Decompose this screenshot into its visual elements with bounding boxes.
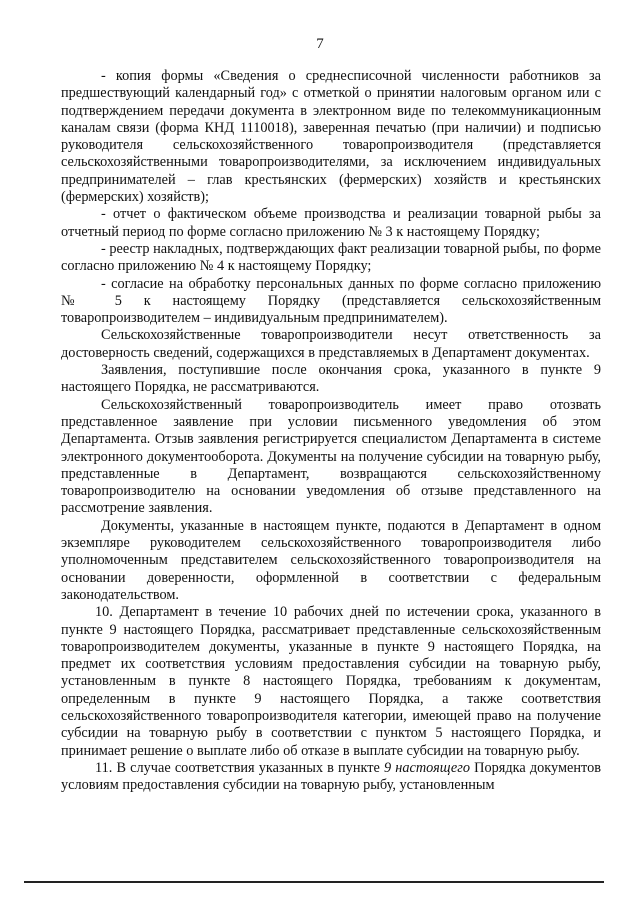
document-body [61, 68, 601, 794]
paragraph-late-applications: Заявления, поступившие после окончания срока, указанного в пункте 9 настоящего Порядка, не рассматриваются. [61, 362, 601, 396]
clause-11-text-end: Порядка документов условиям предоставления субсидии на товарную рыбу, установленным [61, 759, 601, 794]
paragraph-application-withdrawal: Сельскохозяйственный товаропроизводитель имеет право отозвать представленное заявление при условии письменного уведомления об этом Департамента. Отзыв заявления регистрируется специалистом Департамента в системе электронного документооборота. Документы на получение субсидии на товарную рыбу, представленные в Департамент, возвращаются сельскохозяйственному товаропроизводителю на основании уведомления об отзыве представленного на рассмотрение заявления. [61, 396, 601, 517]
paragraph-employee-count-form: - копия формы «Сведения о среднесписочной численности работников за предшествующий календарный год» с отметкой о принятии налоговым органом или с подтверждением передачи документа в электронном виде по телекоммуникационным каналам связи (форма КНД 1110018), заверенная печатью (при наличии) и подписью руководителя сельскохозяйственного товаропроизводителя (представляется сельскохозяйственными товаропроизводителями, за исключением индивидуальных предпринимателей – глав крестьянских (фермерских) хозяйств и крестьянских (фермерских) хозяйств); [61, 68, 601, 206]
clause-11-text-start: 11. В случае соответствия указанных в пункте [95, 759, 384, 776]
paragraph-clause-10: 10. Департамент в течение 10 рабочих дней по истечении срока, указанного в пункте 9 настоящего Порядка, рассматривает представленные сельскохозяйственным товаропроизводителем документы, указанные в пункте 9 настоящего Порядка, на предмет их соответствия условиям предоставления субсидии на товарную рыбу, установленным в пункте 8 настоящего Порядка, требованиям к документам, определенным в пункте 9 настоящего Порядка, а также соответствия сельскохозяйственного товаропроизводителя категории, имеющей право на получение субсидии на товарную рыбу в соответствии с пунктом 5 настоящего Порядка, и принимает решение о выплате либо об отказе в выплате субсидии на товарную рыбу. [61, 604, 601, 759]
paragraph-clause-11 [61, 760, 601, 795]
paragraph-production-report: - отчет о фактическом объеме производства и реализации товарной рыбы за отчетный период по форме согласно приложению № 3 к настоящему Порядку; [61, 206, 601, 240]
paragraph-responsibility: Сельскохозяйственные товаропроизводители несут ответственность за достоверность сведений, содержащихся в представляемых в Департамент документах. [61, 327, 601, 361]
page-number: 7 [316, 36, 324, 52]
clause-11-italic-text: 9 настоящего [383, 759, 471, 776]
paragraph-personal-data-consent: - согласие на обработку персональных данных по форме согласно приложению № 5 к настоящему Порядку (представляется сельскохозяйственным товаропроизводителем – индивидуальным предпринимателем). [61, 275, 601, 327]
bottom-rule [24, 881, 604, 883]
paragraph-invoice-registry: - реестр накладных, подтверждающих факт реализации товарной рыбы, по форме согласно приложению № 4 к настоящему Порядку; [61, 240, 601, 275]
paragraph-submission-method: Документы, указанные в настоящем пункте, подаются в Департамент в одном экземпляре руководителем сельскохозяйственного товаропроизводителя либо уполномоченным представителем сельскохозяйственного товаропроизводителя на основании доверенности, оформленной в соответствии с федеральным законодательством. [61, 517, 601, 603]
